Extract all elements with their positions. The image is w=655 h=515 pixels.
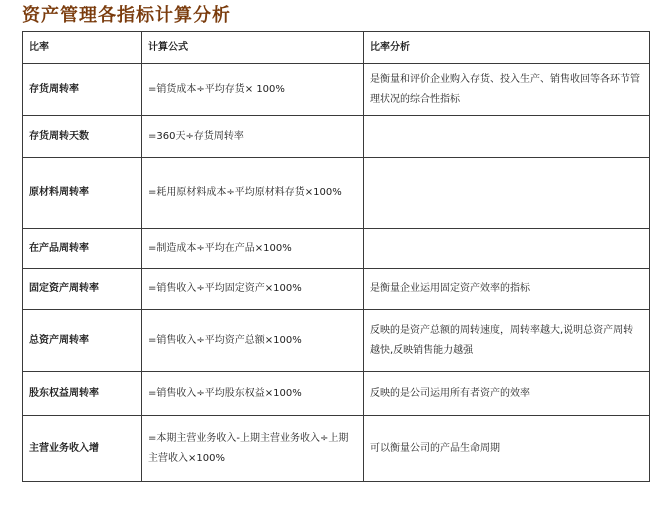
ratio-analysis bbox=[364, 116, 650, 158]
ratio-analysis: 可以衡量公司的产品生命周期 bbox=[364, 416, 650, 482]
ratio-formula: =360天÷存货周转率 bbox=[142, 116, 364, 158]
header-ratio: 比率 bbox=[23, 32, 142, 64]
table-row bbox=[23, 64, 650, 116]
ratio-formula: =制造成本÷平均在产品×100% bbox=[142, 229, 364, 269]
ratio-analysis: 是衡量和评价企业购入存货、投入生产、销售收回等各环节管理状况的综合性指标 bbox=[364, 64, 650, 116]
ratio-analysis bbox=[364, 158, 650, 229]
ratio-formula: =销售收入÷平均股东权益×100% bbox=[142, 372, 364, 416]
ratio-name: 股东权益周转率 bbox=[23, 372, 142, 416]
ratio-name: 存货周转率 bbox=[23, 64, 142, 116]
indicator-table bbox=[22, 31, 650, 482]
ratio-analysis: 反映的是公司运用所有者资产的效率 bbox=[364, 372, 650, 416]
ratio-formula: =耗用原材料成本÷平均原材料存货×100% bbox=[142, 158, 364, 229]
table-row bbox=[23, 416, 650, 482]
page-title: 资产管理各指标计算分析 bbox=[22, 5, 231, 26]
table-row bbox=[23, 116, 650, 158]
ratio-name: 固定资产周转率 bbox=[23, 269, 142, 310]
ratio-name: 总资产周转率 bbox=[23, 310, 142, 372]
ratio-analysis: 反映的是资产总额的周转速度，周转率越大,说明总资产周转越快,反映销售能力越强 bbox=[364, 310, 650, 372]
table-row bbox=[23, 310, 650, 372]
ratio-formula: =销售收入÷平均资产总额×100% bbox=[142, 310, 364, 372]
ratio-formula: =销货成本÷平均存货× 100% bbox=[142, 64, 364, 116]
ratio-name: 在产品周转率 bbox=[23, 229, 142, 269]
header-formula: 计算公式 bbox=[142, 32, 364, 64]
table-row bbox=[23, 372, 650, 416]
table-row bbox=[23, 269, 650, 310]
ratio-formula: =销售收入÷平均固定资产×100% bbox=[142, 269, 364, 310]
ratio-analysis: 是衡量企业运用固定资产效率的指标 bbox=[364, 269, 650, 310]
header-analysis: 比率分析 bbox=[364, 32, 650, 64]
table-row bbox=[23, 158, 650, 229]
ratio-name: 存货周转天数 bbox=[23, 116, 142, 158]
ratio-name: 主营业务收入增 bbox=[23, 416, 142, 482]
table-header-row bbox=[23, 32, 650, 64]
table-row bbox=[23, 229, 650, 269]
ratio-analysis bbox=[364, 229, 650, 269]
ratio-formula: =本期主营业务收入-上期主营业务收入÷上期主营收入×100% bbox=[142, 416, 364, 482]
ratio-name: 原材料周转率 bbox=[23, 158, 142, 229]
